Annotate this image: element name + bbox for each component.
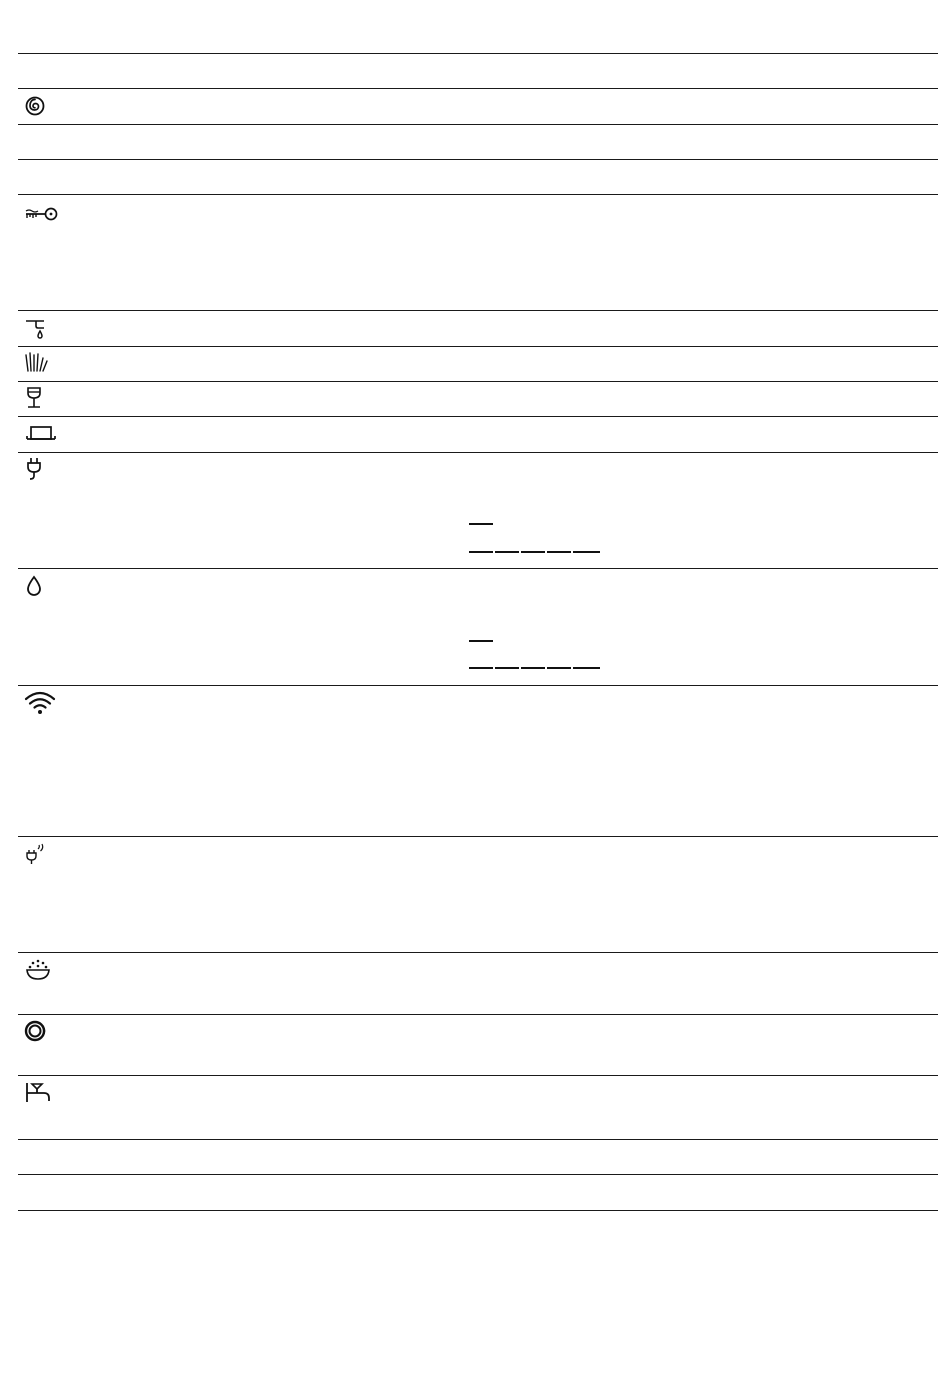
table-rule xyxy=(18,53,938,54)
water-drop-icon xyxy=(24,574,54,600)
plug-icon xyxy=(24,456,54,482)
table-rule xyxy=(18,124,938,125)
table-rule xyxy=(18,159,938,160)
table-rule xyxy=(18,1014,938,1015)
table-rule xyxy=(18,685,938,686)
display-segment xyxy=(521,667,545,669)
tray-icon xyxy=(24,424,54,450)
display-segment xyxy=(495,667,519,669)
display-segment xyxy=(469,640,493,642)
wine-glass-icon xyxy=(24,386,54,412)
brush-icon xyxy=(24,351,54,377)
display-segment xyxy=(469,523,493,525)
wifi-icon xyxy=(24,691,54,717)
table-rule xyxy=(18,310,938,311)
table-rule xyxy=(18,1139,938,1140)
display-segment xyxy=(547,667,571,669)
display-segment xyxy=(469,551,493,553)
ring-icon xyxy=(24,1019,54,1045)
table-rule xyxy=(18,452,938,453)
table-rule xyxy=(18,346,938,347)
table-rule xyxy=(18,194,938,195)
symbol-table xyxy=(18,0,938,1392)
key-icon xyxy=(24,205,54,231)
table-rule xyxy=(18,952,938,953)
table-rule xyxy=(18,416,938,417)
detergent-bowl-icon xyxy=(24,958,54,984)
display-segment xyxy=(469,667,493,669)
display-segment xyxy=(573,667,600,669)
table-rule xyxy=(18,1174,938,1175)
smart-plug-icon xyxy=(24,843,54,869)
table-rule xyxy=(18,1075,938,1076)
display-segment xyxy=(521,551,545,553)
display-segment xyxy=(573,551,600,553)
table-rule xyxy=(18,836,938,837)
table-rule xyxy=(18,568,938,569)
table-rule xyxy=(18,88,938,89)
table-rule xyxy=(18,381,938,382)
spiral-icon xyxy=(24,95,54,121)
drip-icon xyxy=(24,316,54,342)
faucet-icon xyxy=(24,1081,54,1107)
display-segment xyxy=(495,551,519,553)
table-rule xyxy=(18,1210,938,1211)
display-segment xyxy=(547,551,571,553)
